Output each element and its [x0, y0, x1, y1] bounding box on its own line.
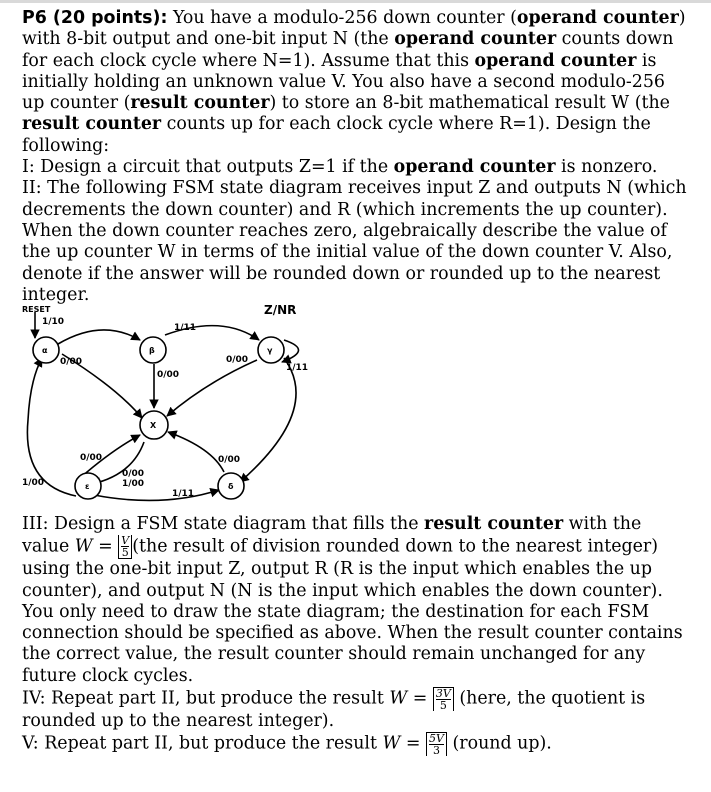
- state-chi-label: X: [150, 421, 157, 430]
- edge-gamma-delta: [240, 358, 296, 482]
- math-eq: =: [400, 733, 427, 754]
- edge-label: 0/00: [60, 357, 83, 367]
- edge-label: 1/11: [174, 323, 197, 333]
- part-4-text: (here, the quotient is rounded up to the nearest integer).: [22, 688, 646, 732]
- fraction-numerator: 3V: [435, 687, 451, 701]
- part-3-text: III: Design a FSM state diagram that fills the: [22, 514, 425, 534]
- edge-label: 1/11: [172, 489, 195, 499]
- edge-label: 0/00: [157, 370, 180, 380]
- intro-term: result counter: [130, 93, 270, 114]
- ceil-fraction: [426, 732, 447, 756]
- edge-label: 0/00: [218, 455, 241, 465]
- part-3-term: result counter: [424, 514, 564, 534]
- intro-paragraph: [22, 8, 692, 157]
- intro-text: ) with 8-bit output and one-bit input N (the: [22, 8, 686, 50]
- edge-delta-chi: [168, 432, 224, 472]
- fraction-numerator: V: [121, 534, 130, 548]
- math-var: W: [382, 733, 401, 754]
- intro-text: is initially holding an unknown value V. You also have a second modulo-256 up counter (: [22, 50, 665, 114]
- part-1-text: is nonzero.: [555, 157, 658, 178]
- floor-fraction: [118, 535, 132, 559]
- part-5: [22, 732, 692, 756]
- edge-epsilon-alpha: [27, 358, 76, 496]
- part-4-text: IV: Repeat part II, but produce the result: [22, 688, 390, 709]
- problem-statement: [22, 8, 692, 306]
- edge-gamma-chi: [167, 360, 257, 416]
- state-gamma-label: γ: [267, 346, 273, 355]
- edge-label: 1/00: [22, 478, 45, 488]
- reset-label: RESET: [22, 305, 51, 314]
- intro-term: operand counter: [474, 50, 637, 71]
- part-1: [22, 157, 692, 178]
- edge-label: 1/00: [122, 479, 145, 489]
- fraction-numerator: 5V: [429, 732, 444, 746]
- intro-term: operand counter: [516, 8, 679, 28]
- math-eq: =: [407, 688, 433, 709]
- math-eq: =: [92, 536, 119, 557]
- fsm-state-diagram: [22, 300, 322, 506]
- part-5-text: (round up).: [446, 733, 552, 754]
- edge-label: 1/11: [286, 363, 309, 373]
- part-3-text: (the result of division rounded down to the nearest integer) using the one-bit input Z, output R (R is the input which enables the up counter), and output N (N is the input which enables the down counter). You only need to draw the state diagram; the destination for each FSM connection should be specified as above. When the result counter contains the correct value, the result counter should remain unchanged for any future clock cycles.: [22, 536, 683, 686]
- fraction-denominator: 5: [121, 546, 129, 560]
- intro-term: operand counter: [394, 29, 557, 50]
- math-var: W: [389, 688, 408, 709]
- part-1-term: operand counter: [393, 157, 556, 178]
- edge-label: 0/00: [226, 355, 249, 365]
- part-3: [22, 514, 692, 687]
- top-border: [0, 0, 711, 3]
- state-delta-label: δ: [228, 482, 234, 491]
- edge-label: 0/00: [80, 453, 103, 463]
- part-5-text: V: Repeat part II, but produce the result: [22, 733, 383, 754]
- state-beta-label: β: [149, 346, 155, 355]
- part-1-text: I: Design a circuit that outputs Z=1 if the: [22, 157, 394, 178]
- state-epsilon-label: ε: [85, 482, 90, 491]
- intro-text: counts down for each clock cycle where N=1). Assume that this: [22, 29, 674, 71]
- intro-text: counts up for each clock cycle where R=1). Design the following:: [22, 114, 651, 156]
- part-3-text: with the value: [22, 514, 642, 557]
- intro-text: ) to store an 8-bit mathematical result W (the: [269, 93, 670, 114]
- edge-epsilon-delta: [94, 490, 219, 500]
- state-alpha-label: α: [42, 346, 48, 355]
- math-var: W: [74, 536, 93, 557]
- part-2: II: The following FSM state diagram receives input Z and outputs N (which decrements the down counter) and R (which increments the up counter). When the down counter reaches zero, algebraically describe the value of the up counter W in terms of the initial value of the down counter V. Also, denote if the answer will be rounded down or rounded up to the nearest integer.: [22, 178, 687, 305]
- problem-label: P6 (20 points):: [22, 8, 168, 28]
- part-4: [22, 687, 692, 732]
- edge-label: 0/00: [122, 469, 145, 479]
- ceil-fraction: [433, 687, 454, 711]
- intro-text: You have a modulo-256 down counter (: [167, 8, 517, 28]
- edge-alpha-beta: [58, 330, 140, 344]
- edge-label: 1/10: [42, 317, 65, 327]
- problem-parts-3-5: [22, 514, 692, 756]
- intro-term: result counter: [22, 114, 162, 135]
- fraction-denominator: 5: [439, 699, 447, 713]
- fraction-denominator: 3: [432, 744, 440, 758]
- output-legend: Z/NR: [264, 303, 297, 317]
